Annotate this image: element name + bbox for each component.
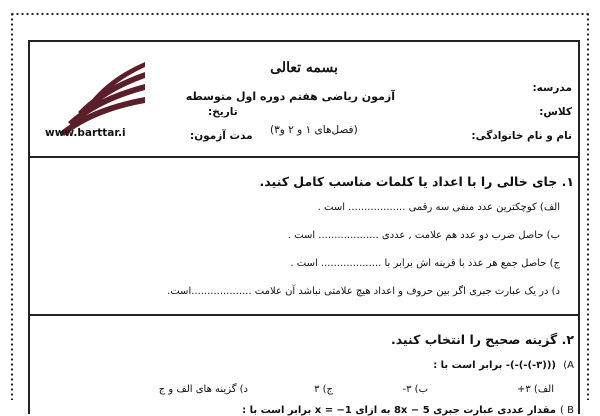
- website-url: www.barttar.i: [45, 127, 126, 139]
- header-divider: [30, 156, 578, 158]
- question-1-item-b: ب) حاصل ضرب دو عدد هم علامت , عددی ................... است .: [287, 230, 560, 241]
- section-divider: [30, 314, 578, 316]
- school-label: مدرسه:: [532, 82, 572, 94]
- duration-label: مدت آزمون:: [190, 130, 253, 142]
- exam-title: آزمون ریاضی هفتم دوره اول متوسطه: [185, 90, 395, 103]
- question-2-A-label: A): [563, 360, 574, 371]
- option-be[interactable]: ب) ۳-: [402, 384, 428, 395]
- chapters-note: (فصل‌های ۱ و ۲ و۳): [270, 124, 358, 136]
- right-dotted-border: [586, 12, 590, 400]
- exam-frame: [28, 40, 580, 414]
- exam-page: [10, 12, 590, 416]
- question-2-A-text: (((۳-)-)-)- برابر است با :: [433, 360, 556, 371]
- option-jim[interactable]: ج) ۳: [314, 384, 333, 395]
- question-2-title: ۲. گزینه صحیح را انتخاب کنید.: [390, 332, 574, 347]
- question-2-B-text: مقدار عددی عبارت جبری 8x − 5 به ازای x = −1 برابر است با :: [242, 405, 556, 416]
- basmala: بسمه تعالی: [270, 60, 338, 76]
- class-label: کلاس:: [539, 106, 572, 118]
- option-alef[interactable]: الف) ۳+: [516, 384, 554, 395]
- option-dal[interactable]: د) گزینه های الف و ج: [158, 384, 248, 395]
- question-1-item-c: ج) حاصل جمع هر عدد با قرینه اش برابر با ................... است .: [290, 258, 560, 269]
- question-1-item-a: الف) کوچکترین عدد منفی سه رقمی .................. است .: [317, 202, 560, 213]
- left-dotted-border: [10, 12, 14, 400]
- student-name-label: نام و نام خانوادگی:: [471, 130, 572, 142]
- top-dotted-border: [10, 12, 590, 16]
- question-2-B-label: B ): [560, 405, 574, 416]
- question-1-item-d: د) در یک عبارت جبری اگر بین حروف و اعداد هیچ علامتی نباشد آن علامت ...................است.: [167, 286, 560, 297]
- question-1-title: ۱. جای خالی را با اعداد یا کلمات مناسب کامل کنید.: [259, 174, 574, 189]
- date-label: تاریخ:: [208, 106, 238, 118]
